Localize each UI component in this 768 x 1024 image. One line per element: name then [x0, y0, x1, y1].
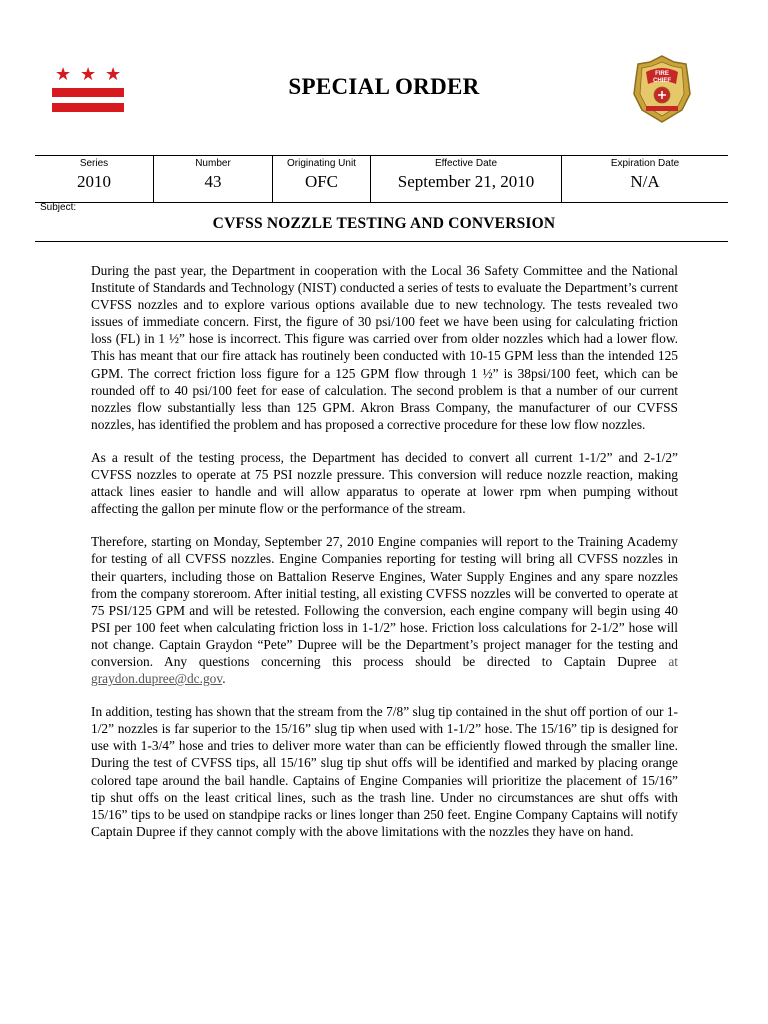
effective-date-cell — [371, 156, 562, 202]
originating-unit-cell — [273, 156, 371, 202]
subject-heading: CVFSS NOZZLE TESTING AND CONVERSION — [212, 215, 556, 232]
paragraph-3 — [91, 533, 678, 687]
paragraph-2: As a result of the testing process, the Department has decided to convert all current 1-1/2” and 2-1/2” CVFSS nozzles to operate at 75 PSI nozzle pressure. This conversion will reduce nozzle reaction, making attack lines easier to handle and will allow apparatus to operate at lower rpm when pumping without affecting the gallon per minute flow or the performance of the stream. — [91, 449, 678, 517]
at-text: at — [656, 653, 678, 669]
series-label: Series — [79, 158, 109, 169]
flag-star-icon: ★ — [80, 64, 97, 85]
originating-unit-label: Originating Unit — [287, 158, 356, 169]
email-link[interactable]: graydon.dupree@dc.gov — [91, 671, 223, 687]
paragraph-3-end: . — [222, 671, 226, 687]
page-title: SPECIAL ORDER — [288, 74, 480, 99]
divider — [35, 241, 728, 242]
expiration-date-cell — [562, 156, 728, 202]
badge-text-chief: CHIEF — [653, 78, 671, 84]
paragraph-1: During the past year, the Department in cooperation with the Local 36 Safety Committee and the National Institute of Standards and Technology (NIST) conducted a series of tests to evaluate the Department’s current CVFSS nozzles and to explore various options available due to new technology. The tests revealed two issues of immediate concern. First, the figure of 30 psi/100 feet we have been using for calculating friction loss (FL) in 1 ½” hose is incorrect. This figure was carried over from older nozzles which had a lower flow. This has meant that our fire attack has routinely been conducted with 10-15 GPM less than the intended 125 GPM. The correct friction loss figure for a 125 GPM flow through 1 ½” is 38psi/100 feet, which can be rounded off to 40 psi/100 feet for ease of calculation. The second problem is that a number of our current nozzles flow substantially less than 125 GPM. Akron Brass Company, the manufacturer of our CVFSS nozzles, has identified the problem and has proposed a corrective procedure for these low flow nozzles. — [91, 263, 678, 432]
order-body — [91, 262, 678, 856]
paragraph-4: In addition, testing has shown that the stream from the 7/8” slug tip contained in the shut off portion of our 1-1/2” nozzles is far superior to the 15/16” slug tip when used with 1-1/2” hose. The 15/16” tip is designed for use with 1-3/4” hose and tries to deliver more water than can be efficiently flowed through the smaller line. During the test of CVFSS tips, all 15/16” slug tip shut offs will be identified and marked by placing orange colored tape around the bail handle. Captains of Engine Companies will prioritize the placement of 15/16” tip shut offs on the least critical lines, such as the trash line. Under no circumstances are shut offs with 15/16” tips to be used on standpipe racks or lines longer than 250 feet. Engine Company Captains will notify Captain Dupree if they cannot comply with the above limitations with the nozzles they have on hand. — [91, 704, 678, 839]
number-label: Number — [195, 158, 231, 169]
number-value: 43 — [204, 172, 222, 191]
flag-bar — [52, 103, 124, 112]
badge-text-fire: FIRE — [655, 71, 669, 77]
number-cell — [154, 156, 273, 202]
effective-date-label: Effective Date — [434, 158, 498, 169]
subject-label: Subject: — [40, 202, 77, 213]
flag-star-icon: ★ — [55, 64, 72, 85]
effective-date-value: September 21, 2010 — [397, 172, 535, 191]
fire-chief-badge-icon — [632, 54, 692, 124]
paragraph-3-text: Therefore, starting on Monday, September 27, 2010 Engine companies will report to the Training Academy for testing of all CVFSS nozzles. Engine Companies reporting for testing will bring all CVFSS nozzles in their quarters, including those on Battalion Reserve Engines, Water Supply Engines and any spare nozzles from the company storeroom. After initial testing, all existing CVFSS nozzles will be converted to operate at 75 PSI/125 GPM and will be retested. Following the conversion, each engine company will begin using 40 PSI per 100 feet when calculating friction loss in 1-1/2” hose. Friction loss calculations for 2-1/2” hose will not change. Captain Graydon “Pete” Dupree will be the Department’s project manager for the testing and conversion. Any questions concerning this process should be directed to Captain Dupree — [91, 534, 678, 669]
series-cell — [35, 156, 154, 202]
series-value: 2010 — [77, 172, 111, 191]
expiration-date-label: Expiration Date — [610, 158, 680, 169]
expiration-date-value: N/A — [630, 172, 660, 191]
order-info-table — [35, 155, 728, 203]
originating-unit-value: OFC — [304, 172, 339, 191]
flag-star-icon: ★ — [105, 64, 122, 85]
